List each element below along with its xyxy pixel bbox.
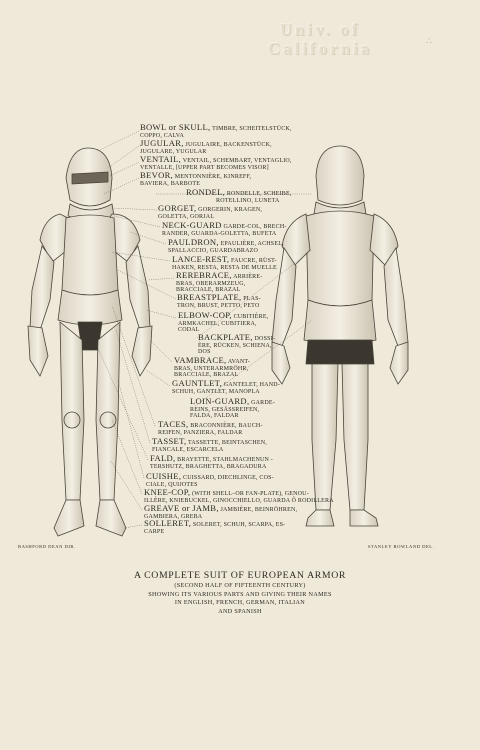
names-line-2: ROTELLINO, LUNETA bbox=[216, 197, 280, 204]
front-visor bbox=[72, 172, 108, 184]
credit-director: BASHFORD DEAN DIR. bbox=[18, 544, 76, 549]
label-neck-guard bbox=[162, 222, 287, 237]
names-line-2: VENTALLE, [UPPER PART BECOMES VISOR] bbox=[140, 164, 269, 171]
front-left-sabaton bbox=[54, 500, 84, 536]
caption-line-4: AND SPANISH bbox=[218, 607, 262, 615]
caption-line-3: IN ENGLISH, FRENCH, GERMAN, ITALIAN bbox=[174, 599, 306, 607]
term: BREASTPLATE, bbox=[177, 292, 242, 302]
names-line-3: BRACCIALE, BRAZAL bbox=[174, 372, 239, 379]
names-line-3: CODAL bbox=[178, 327, 200, 334]
caption-line-1: (SECOND HALF OF FIFTEENTH CENTURY) bbox=[174, 582, 306, 589]
term: GAUNTLET, bbox=[172, 378, 223, 388]
term: KNEE-COP, bbox=[144, 487, 191, 497]
caption-title: A COMPLETE SUIT OF EUROPEAN ARMOR bbox=[133, 570, 347, 581]
names-line-1: GARDE-COL, BRECH- bbox=[223, 224, 287, 230]
front-right-knee bbox=[100, 412, 116, 428]
term: ELBOW-COP, bbox=[178, 310, 232, 320]
front-breastplate bbox=[62, 215, 118, 295]
label-rondel bbox=[186, 189, 292, 204]
stamp-line-2: California bbox=[267, 39, 373, 58]
names-line-1: BRACONNIÈRE, BAUCH- bbox=[190, 423, 263, 429]
label-breastplate bbox=[177, 294, 261, 309]
names-line-2: REIFEN, PANZIERA, FALDAR bbox=[158, 429, 243, 436]
term: CUISHE, bbox=[146, 471, 182, 481]
names-line-2: ILLÈRE, KNIEBUCKEL, GINOCCHIELLO, GUARDA Ô RODILLERA bbox=[144, 497, 334, 504]
names-line-1: RONDELLE, SCHEIBE, bbox=[226, 191, 292, 197]
names-line-1: MENTONNIÈRE, KINREFF, bbox=[174, 174, 252, 180]
names-line-2: SCHUH, GANTLET, MANOPLA bbox=[172, 388, 260, 395]
names-line-1: TASSETTE, BEINTASCHEN, bbox=[188, 440, 267, 446]
back-helmet bbox=[316, 146, 364, 205]
label-tasset bbox=[152, 438, 267, 453]
back-right-sabaton bbox=[350, 510, 378, 526]
label-lance-rest bbox=[172, 256, 277, 271]
front-left-leg bbox=[60, 322, 84, 500]
names-line-1: EPAULIÈRE, ACHSEL, bbox=[220, 241, 284, 247]
names-line-2: REINS, GESÄSSREIFEN, bbox=[190, 406, 260, 413]
names-line-1: SOLERET, SCHUH, SCARPA, ES- bbox=[192, 522, 286, 528]
term: TASSET, bbox=[152, 436, 187, 446]
term: REREBRACE, bbox=[176, 270, 232, 280]
label-pauldron bbox=[168, 239, 284, 254]
back-armor-figure bbox=[272, 146, 408, 526]
label-vambrace bbox=[174, 357, 250, 379]
names-line-1: GORGERIN, KRAGEN, bbox=[198, 207, 263, 213]
label-fald bbox=[150, 455, 273, 470]
back-mail-skirt bbox=[306, 340, 374, 364]
term: GORGET, bbox=[158, 203, 197, 213]
term: VENTAIL, bbox=[140, 154, 182, 164]
term: VAMBRACE, bbox=[174, 355, 227, 365]
term: BACKPLATE, bbox=[198, 332, 253, 342]
front-right-gauntlet bbox=[132, 326, 152, 376]
back-loin-guard bbox=[304, 300, 376, 345]
names-line-3: FALDA, FALDAR bbox=[190, 413, 239, 420]
label-bowl bbox=[140, 124, 292, 139]
names-line-2: ÈRE, RÜCKEN, SCHIENA, bbox=[198, 342, 272, 349]
names-line-2: BAVIERA, BARBOTE bbox=[140, 180, 201, 187]
term: PAULDRON, bbox=[168, 237, 219, 247]
label-loin-guard bbox=[190, 398, 275, 420]
label-taces bbox=[158, 421, 263, 436]
names-line-2: CIALE, QUIJOTES bbox=[146, 481, 198, 488]
names-line-2: TERSHUTZ, BRAGHETTA, BRAGADURA bbox=[150, 463, 267, 470]
names-line-1: TIMBRE, SCHEITELSTÜCK, bbox=[212, 126, 292, 132]
term: NECK-GUARD bbox=[162, 220, 222, 230]
label-cuishe bbox=[146, 473, 274, 488]
names-line-2: GAMBIERA, GREBA bbox=[144, 513, 203, 520]
term: BEVOR, bbox=[140, 170, 174, 180]
names-line-2: CARPE bbox=[144, 528, 165, 535]
names-line-2: FIANCALE, ESCARCELA bbox=[152, 446, 224, 453]
names-line-2: BRAS, OBERARMZEUG, bbox=[176, 280, 246, 287]
names-line-2: GOLETTA, GORJAL bbox=[158, 213, 215, 220]
credit-artist: STANLEY ROWLAND DEL. bbox=[368, 544, 435, 549]
names-line-1: AVANT- bbox=[227, 359, 250, 365]
names-line-3: BRACCIALE, BRAZAL bbox=[176, 287, 241, 294]
caption-line-2: SHOWING ITS VARIOUS PARTS AND GIVING THEIR NAMES bbox=[148, 590, 332, 598]
term: LOIN-GUARD, bbox=[190, 396, 250, 406]
back-right-leg bbox=[342, 364, 368, 510]
term: GREAVE or JAMB, bbox=[144, 503, 219, 513]
names-line-1: GANTELET, HAND- bbox=[223, 382, 280, 388]
back-backplate bbox=[306, 211, 374, 306]
front-left-gauntlet bbox=[28, 326, 48, 376]
label-bevor bbox=[140, 172, 251, 187]
names-line-1: DOSSI- bbox=[254, 336, 276, 342]
names-line-2: SPALLACCIO, GUARDABRAZO bbox=[168, 247, 259, 254]
names-line-1: FAUCRE, RÜST- bbox=[231, 258, 277, 264]
front-right-leg bbox=[96, 322, 120, 500]
label-gauntlet bbox=[172, 380, 280, 395]
front-right-sabaton bbox=[96, 500, 126, 536]
term: FALD, bbox=[150, 453, 176, 463]
names-line-2: HAKEN, RESTA, RESTA DE MUELLE bbox=[172, 264, 277, 271]
names-line-1: (WITH SHELL–OR FAN-PLATE), GENOU- bbox=[192, 491, 309, 497]
names-line-1: JAMBIÈRE, BEINRÖHREN, bbox=[220, 507, 298, 513]
names-line-2: TRON, BRUST, PETTO, PETO bbox=[177, 302, 260, 309]
term: TACES, bbox=[158, 419, 189, 429]
names-line-1: BRAYETTE, STAHLMACHENUN - bbox=[177, 457, 273, 463]
term: BOWL or SKULL, bbox=[140, 122, 211, 132]
caption bbox=[80, 570, 400, 616]
label-jugular bbox=[140, 140, 272, 155]
names-line-2: JUGULARE, YUGULAR bbox=[140, 148, 207, 155]
names-line-1: PLAS- bbox=[243, 296, 261, 302]
term: LANCE-REST, bbox=[172, 254, 230, 264]
front-armor-figure bbox=[28, 148, 152, 536]
front-left-knee bbox=[64, 412, 80, 428]
back-right-arm bbox=[384, 248, 408, 346]
names-line-1: CUBITIÈRE, bbox=[233, 314, 269, 320]
term: RONDEL, bbox=[186, 187, 226, 197]
label-rerebrace bbox=[176, 272, 262, 294]
names-line-2: COPPO, CALVA bbox=[140, 132, 185, 139]
label-knee-cop bbox=[144, 489, 334, 504]
label-solleret bbox=[144, 520, 285, 535]
names-line-2: RANDER, GUARDA-GOLETTA, BUFETA bbox=[162, 230, 277, 237]
names-line-1: VENTAIL, SCHEMBART, VENTAGLIO, bbox=[182, 158, 292, 164]
label-elbow-cop bbox=[178, 312, 268, 334]
corner-mark: ∴ bbox=[426, 36, 432, 46]
term: JUGULAR, bbox=[140, 138, 184, 148]
term: SOLLERET, bbox=[144, 518, 192, 528]
names-line-1: CUISSARD, DIECHLINGE, COS- bbox=[183, 475, 274, 481]
names-line-1: GARDE- bbox=[251, 400, 275, 406]
label-backplate bbox=[198, 334, 275, 356]
stamp-line-1: Univ. of bbox=[279, 20, 361, 39]
label-ventail bbox=[140, 156, 292, 171]
names-line-2: BRAS, UNTERARMRÖHR, bbox=[174, 365, 249, 372]
names-line-1: ARRIÈRE- bbox=[233, 274, 263, 280]
back-left-sabaton bbox=[306, 510, 334, 526]
names-line-3: DOS bbox=[198, 349, 211, 356]
names-line-2: ARMKACHEL, CUBITIERA, bbox=[178, 320, 257, 327]
front-left-arm bbox=[30, 246, 54, 330]
names-line-1: JUGULAIRE, BACKENSTÜCK, bbox=[185, 142, 272, 148]
back-right-gauntlet bbox=[390, 342, 408, 384]
label-gorget bbox=[158, 205, 262, 220]
front-right-arm bbox=[126, 246, 150, 330]
